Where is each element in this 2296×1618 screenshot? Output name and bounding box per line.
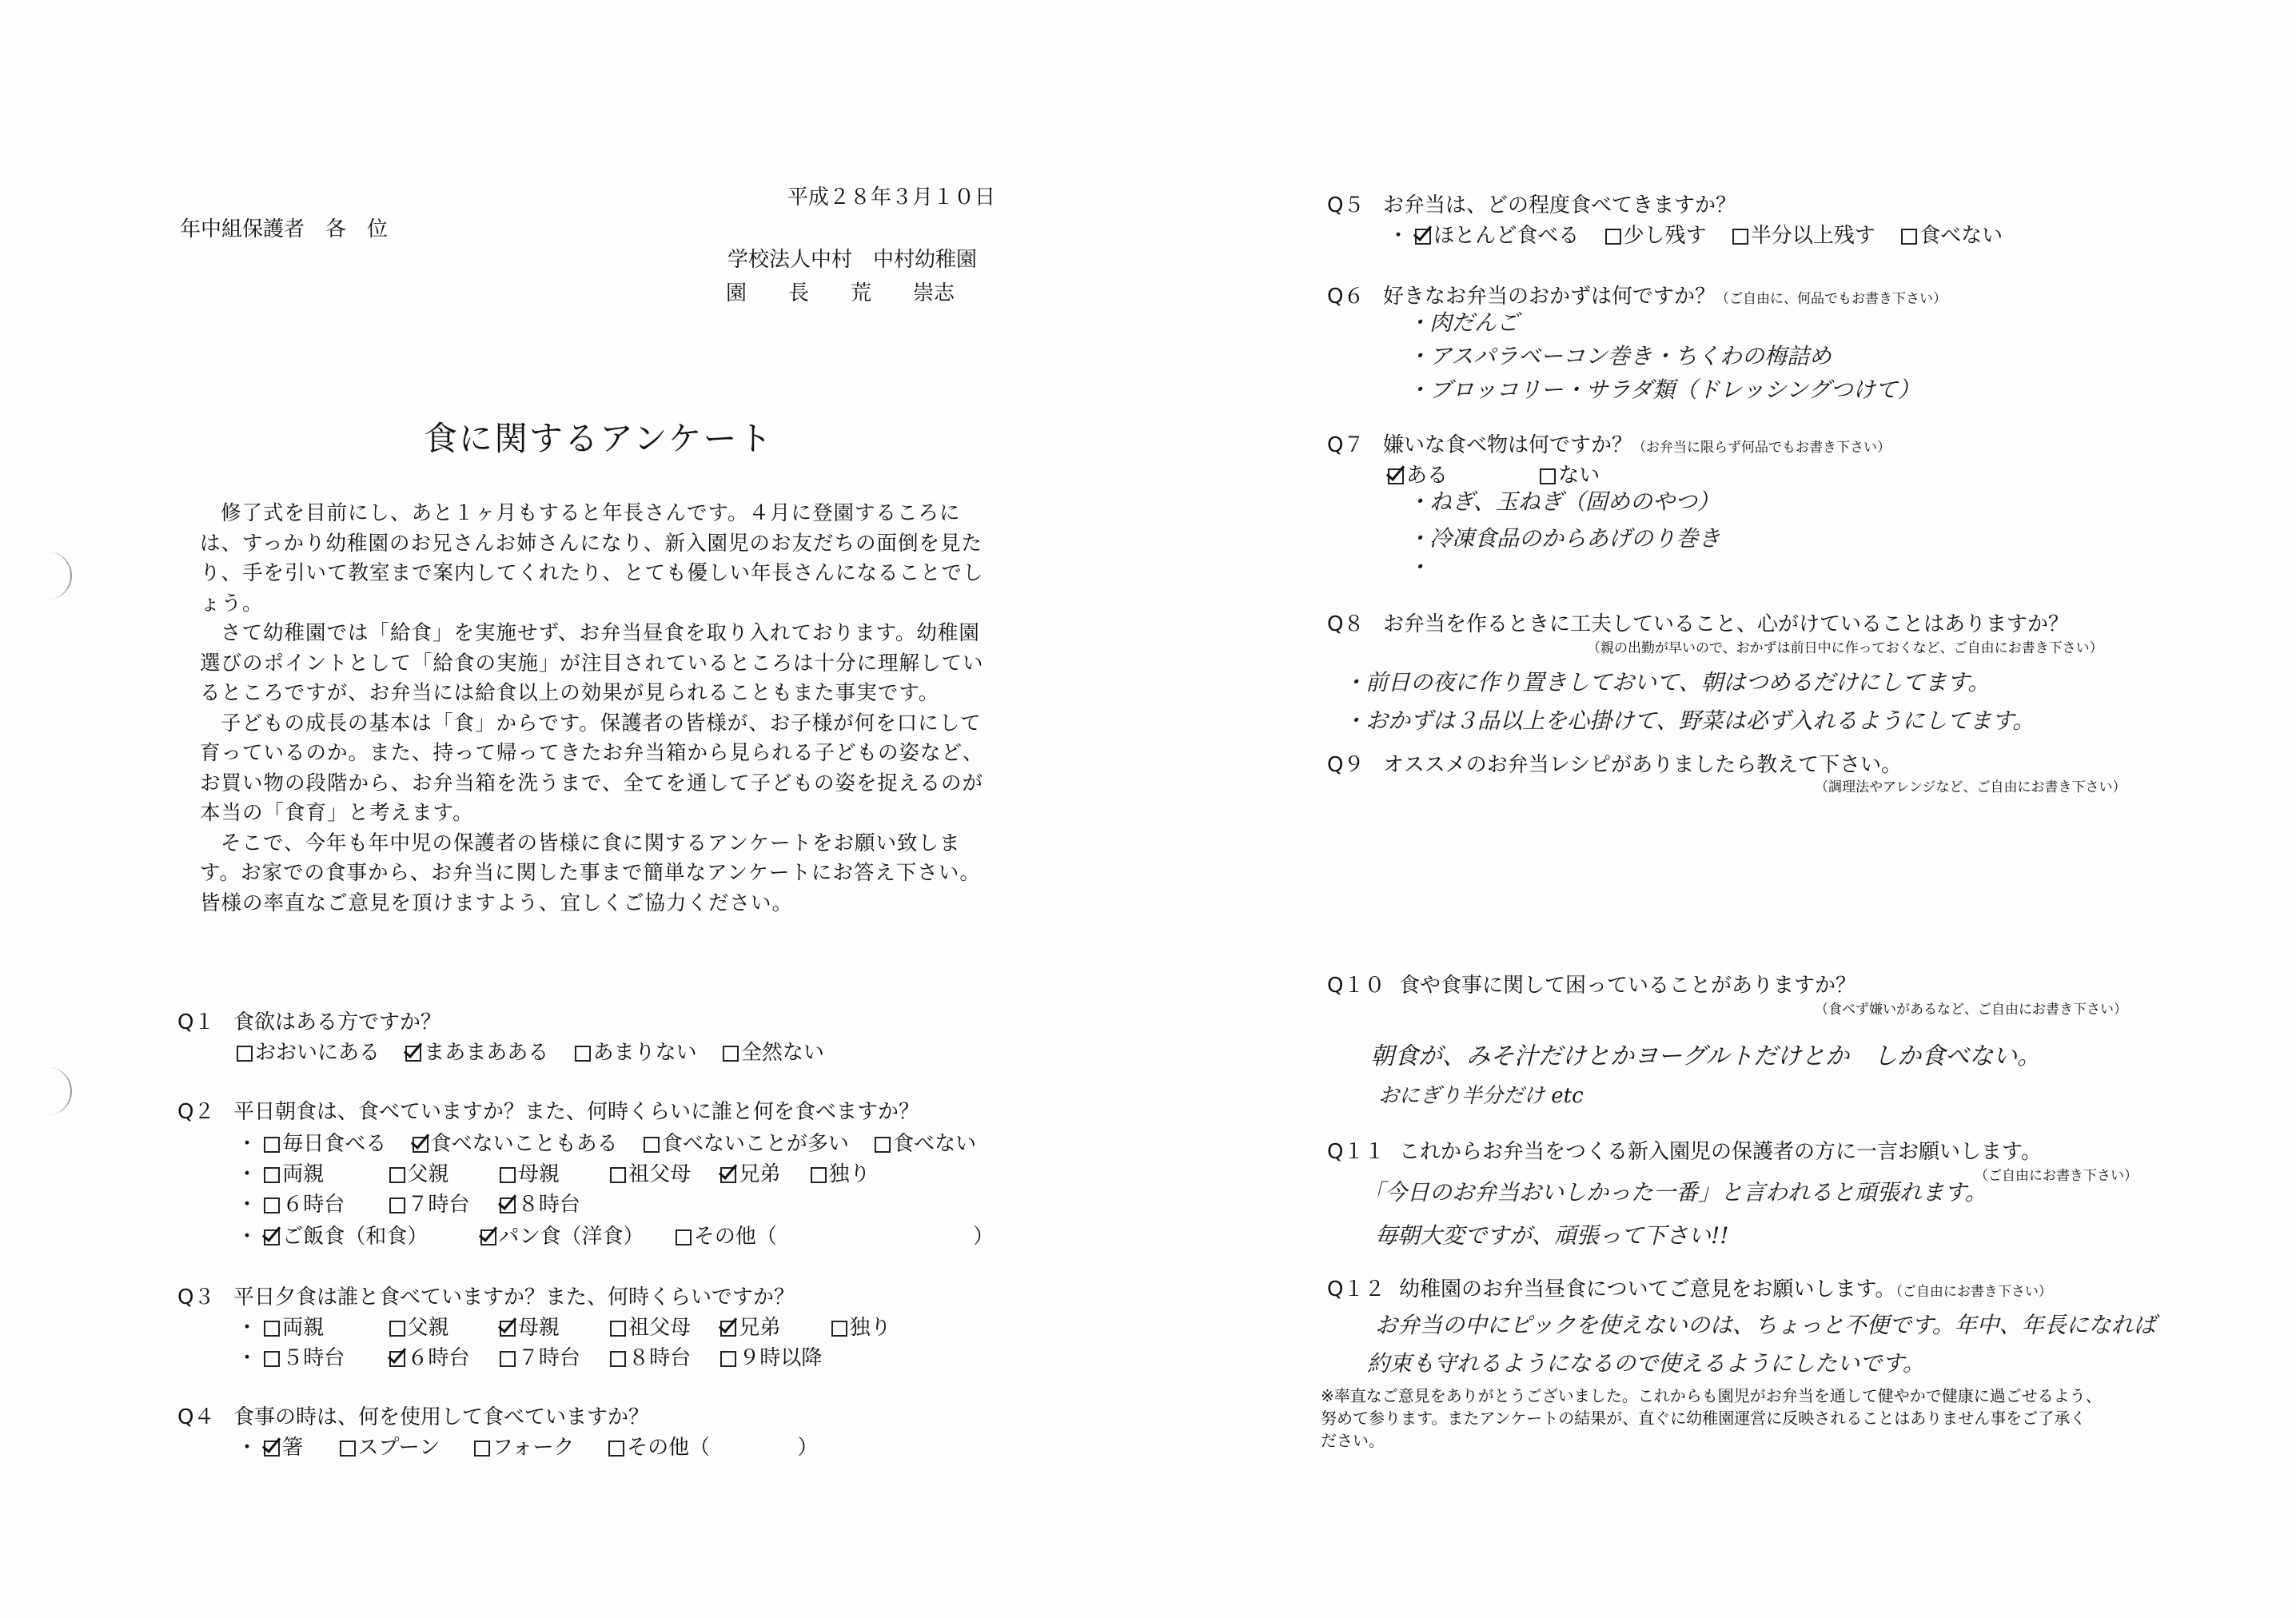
checkbox[interactable]	[389, 1321, 405, 1337]
question-note: （お弁当に限らず何品でもお書き下さい）	[1632, 440, 1891, 456]
handwritten-answer: ・アスパラベーコン巻き・ちくわの梅詰め	[1407, 343, 1832, 369]
question-label: Q３	[177, 1285, 215, 1309]
question-text: お弁当は、どの程度食べてきますか？	[1383, 193, 1737, 217]
checkbox[interactable]	[811, 1167, 827, 1183]
handwritten-answer: ・ブロッコリー・サラダ類（ドレッシングつけて）	[1407, 377, 1920, 403]
intro-paragraph: さて幼稚園では「給食」を実施せず、お弁当昼食を取り入れております。幼稚園選びのポイントとして「給食の実施」が注目されているところは十分に理解しているところですが、お弁当には給食以上の効果が見られることもまた事実です。	[200, 621, 984, 705]
checkbox[interactable]	[264, 1351, 280, 1367]
checkbox[interactable]	[610, 1321, 626, 1337]
question-label: Q６	[1327, 285, 1365, 309]
checkbox[interactable]	[474, 1441, 490, 1457]
q7-heading	[1327, 428, 1891, 458]
handwritten-answer: ・おかずは３品以上を心掛けて、野菜は必ず入れるようにしてます。	[1343, 707, 2035, 734]
q3-row-time: ・ ５時台 ６時台 ７時台 ８時台 ９時以降	[237, 1346, 823, 1370]
question-label: Q９	[1327, 753, 1365, 777]
checkbox-checked[interactable]	[480, 1229, 496, 1245]
q9-heading	[1327, 748, 1902, 778]
question-text: 食事の時は、何を使用して食べていますか？	[233, 1405, 650, 1429]
q1-heading	[177, 1006, 441, 1035]
checkbox-checked[interactable]	[413, 1137, 429, 1153]
q4-heading	[177, 1401, 649, 1430]
question-text: オススメのお弁当レシピがありましたら教えて下さい。	[1383, 753, 1903, 777]
footer-note: ※率直なご意見をありがとうございました。これからも園児がお弁当を通して健やかで健康に過ごせるよう、 努めて参ります。またアンケートの結果が、直ぐに幼稚園運営に反映されることはありません事をご了承く ださい。	[1321, 1386, 2102, 1450]
q2-row-food: ・ ご飯食（和食） パン食（洋食） その他（ ）	[237, 1225, 995, 1249]
checkbox[interactable]	[237, 1046, 253, 1062]
question-label: Q１１	[1327, 1140, 1385, 1164]
checkbox[interactable]	[610, 1351, 626, 1367]
recipient: 年中組保護者 各 位	[180, 217, 389, 241]
checkbox[interactable]	[723, 1046, 739, 1062]
intro-text	[200, 499, 993, 919]
punch-hole-mark	[48, 1067, 72, 1115]
checkbox[interactable]	[831, 1321, 847, 1337]
checkbox[interactable]	[608, 1441, 624, 1457]
question-label: Q５	[1327, 193, 1365, 217]
checkbox[interactable]	[264, 1198, 280, 1214]
question-text: お弁当を作るときに工夫していること、心がけていることはありますか？	[1383, 612, 2070, 636]
q10-heading	[1327, 969, 1856, 998]
question-label: Q７	[1327, 433, 1365, 457]
question-note: （食べず嫌いがあるなど、ご自由にお書き下さい）	[1815, 1002, 2127, 1018]
handwritten-answer: 約束も守れるようになるので使えるようにしたいです。	[1367, 1350, 1925, 1377]
question-label: Q１	[177, 1010, 215, 1034]
checkbox[interactable]	[1901, 229, 1917, 245]
q2-row-with-whom: ・ 両親 父親 母親 祖父母 兄弟 独り	[237, 1162, 871, 1186]
question-label: Q１０	[1327, 974, 1385, 998]
question-note: （ご自由に、何品でもお書き下さい）	[1716, 291, 1947, 307]
q2-heading	[177, 1095, 919, 1125]
principal: 園 長 荒 崇志	[726, 281, 955, 305]
checkbox-checked[interactable]	[1415, 229, 1431, 245]
q8-heading	[1327, 608, 2069, 637]
q2-row-time: ・ ６時台 ７時台 ８時台	[237, 1193, 580, 1217]
handwritten-answer: 「今日のお弁当おいしかった一番」と言われると頑張れます。	[1362, 1179, 1987, 1206]
question-text: これからお弁当をつくる新入園児の保護者の方に一言お願いします。	[1399, 1140, 2042, 1164]
checkbox-checked[interactable]	[720, 1321, 736, 1337]
checkbox[interactable]	[264, 1321, 280, 1337]
checkbox[interactable]	[676, 1229, 692, 1245]
checkbox-checked[interactable]	[264, 1229, 280, 1245]
q2-row-frequency: ・ 毎日食べる 食べないこともある 食べないことが多い 食べない	[237, 1132, 977, 1156]
checkbox[interactable]	[875, 1137, 891, 1153]
handwritten-answer: ・肉だんご	[1407, 309, 1520, 336]
question-text: 幼稚園のお弁当昼食についてご意見をお願いします。	[1399, 1277, 1896, 1301]
checkbox[interactable]	[644, 1137, 660, 1153]
punch-hole-mark	[48, 552, 72, 600]
handwritten-answer: ・ねぎ、玉ねぎ（固めのやつ）	[1407, 488, 1720, 515]
question-label: Q８	[1327, 612, 1365, 636]
handwritten-answer: ・	[1407, 554, 1430, 580]
question-text: 食や食事に関して困っていることがありますか？	[1399, 974, 1857, 998]
checkbox[interactable]	[389, 1198, 405, 1214]
checkbox[interactable]	[1732, 229, 1748, 245]
checkbox[interactable]	[720, 1351, 736, 1367]
question-label: Q１２	[1327, 1277, 1385, 1301]
date: 平成２８年３月１０日	[787, 185, 996, 209]
question-text: 食欲はある方ですか？	[233, 1010, 442, 1034]
q7-options: ある ない	[1388, 459, 1600, 488]
intro-paragraph: 修了式を目前にし、あと１ヶ月もすると年長さんです。４月に登園するころには、すっかり幼稚園のお兄さんお姉さんになり、新入園児のお友だちの面倒を見たり、手を引いて教室まで案内してくれたり、とても優しい年長さんになることでしょう。	[200, 501, 984, 616]
question-note: （ご自由にお書き下さい）	[1895, 1284, 2052, 1300]
question-note: （調理法やアレンジなど、ご自由にお書き下さい）	[1815, 779, 2127, 795]
q4-options: ・ 箸 スプーン フォーク その他（ ）	[237, 1436, 819, 1460]
q3-heading	[177, 1281, 795, 1310]
intro-paragraph: そこで、今年も年中児の保護者の皆様に食に関するアンケートをお願い致します。お家での食事から、お弁当に関した事まで簡単なアンケートにお答え下さい。皆様の率直なご意見を頂けますよう、宜しくご協力ください。	[200, 831, 981, 915]
handwritten-answer: 朝食が、みそ汁だけとかヨーグルトだけとか しか食べない。	[1370, 1042, 2042, 1070]
checkbox[interactable]	[1605, 229, 1621, 245]
organization: 学校法人中村 中村幼稚園	[727, 248, 978, 272]
question-text: 嫌いな食べ物は何ですか？	[1383, 433, 1633, 457]
checkbox-checked[interactable]	[1388, 468, 1404, 484]
checkbox-checked[interactable]	[500, 1198, 516, 1214]
handwritten-answer: おにぎり半分だけ etc	[1378, 1084, 1584, 1108]
checkbox-checked[interactable]	[389, 1351, 405, 1367]
checkbox-checked[interactable]	[405, 1046, 421, 1062]
handwritten-answer: 毎朝大変ですが、頑張って下さい!!	[1375, 1222, 1729, 1249]
question-note: （ご自由にお書き下さい）	[1975, 1168, 2138, 1184]
checkbox[interactable]	[500, 1351, 516, 1367]
checkbox[interactable]	[264, 1167, 280, 1183]
checkbox[interactable]	[389, 1167, 405, 1183]
handwritten-answer: ・前日の夜に作り置きしておいて、朝はつめるだけにしてます。	[1343, 669, 1991, 695]
question-text: 平日夕食は誰と食べていますか？また、何時くらいですか？	[233, 1285, 795, 1309]
handwritten-answer: お弁当の中にピックを使えないのは、ちょっと不便です。年中、年長になれば	[1375, 1312, 2156, 1338]
checkbox-checked[interactable]	[720, 1167, 736, 1183]
checkbox[interactable]	[575, 1046, 591, 1062]
checkbox-checked[interactable]	[500, 1321, 516, 1337]
q5-heading	[1327, 189, 1736, 218]
q11-heading	[1327, 1135, 2042, 1165]
q5-options: ・ ほとんど食べる 少し残す 半分以上残す 食べない	[1388, 224, 2003, 248]
question-label: Q４	[177, 1405, 215, 1429]
page-title: 食に関するアンケート	[424, 419, 774, 458]
intro-paragraph: 子どもの成長の基本は「食」からです。保護者の皆様が、お子様が何を口にして育っているのか。また、持って帰ってきたお弁当箱から見られる子どもの姿など、お買い物の段階から、お弁当箱を洗うまで、全てを通して子どもの姿を捉えるのが本当の「食育」と考えます。	[200, 711, 984, 825]
question-text: 好きなお弁当のおかずは何ですか？	[1383, 285, 1716, 309]
checkbox-checked[interactable]	[264, 1441, 280, 1457]
q12-heading	[1327, 1273, 2052, 1302]
q3-row-with-whom: ・ 両親 父親 母親 祖父母 兄弟 独り	[237, 1316, 891, 1340]
q1-options: おおいにある まあまあある あまりない 全然ない	[237, 1036, 824, 1066]
question-text: 平日朝食は、食べていますか？また、何時くらいに誰と何を食べますか？	[233, 1100, 920, 1124]
question-note: （親の出勤が早いので、おかずは前日中に作っておくなど、ご自由にお書き下さい）	[1587, 640, 2103, 656]
checkbox[interactable]	[500, 1167, 516, 1183]
handwritten-answer: ・冷凍食品のからあげのり巻き	[1407, 525, 1721, 552]
checkbox[interactable]	[264, 1137, 280, 1153]
question-label: Q２	[177, 1100, 215, 1124]
checkbox[interactable]	[1540, 468, 1556, 484]
checkbox[interactable]	[340, 1441, 356, 1457]
checkbox[interactable]	[610, 1167, 626, 1183]
